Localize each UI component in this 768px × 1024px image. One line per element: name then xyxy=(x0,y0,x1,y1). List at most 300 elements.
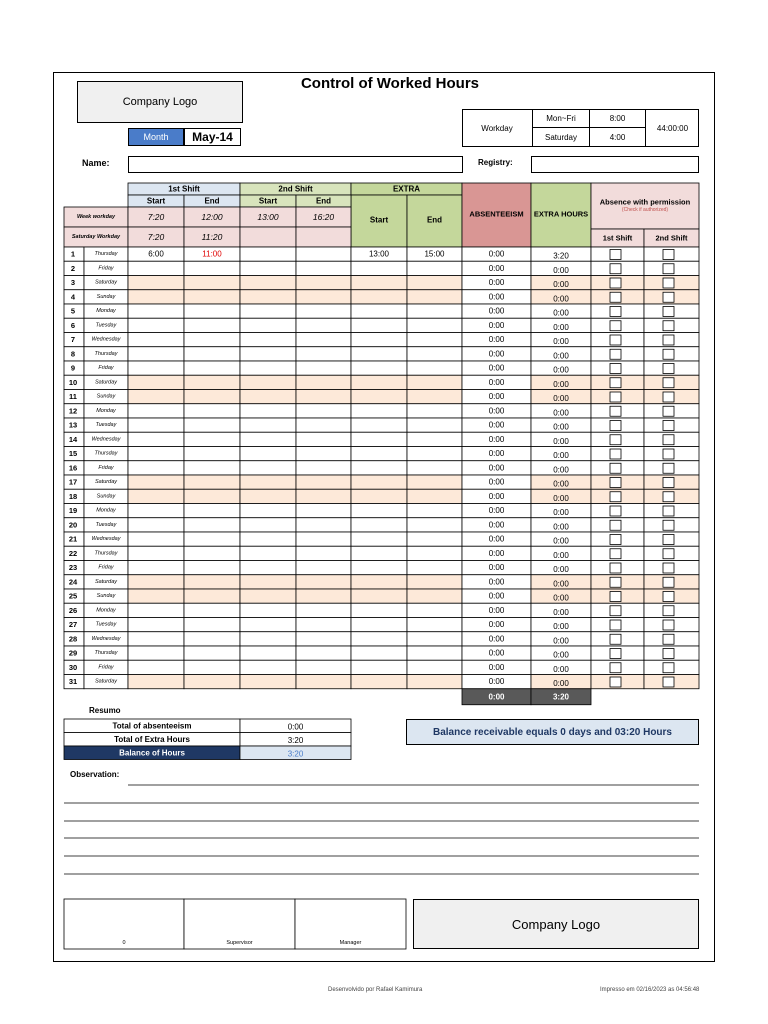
time-cell xyxy=(296,432,351,446)
absence1-checkbox xyxy=(610,606,621,616)
time-cell xyxy=(351,489,407,503)
time-cell xyxy=(296,603,351,617)
time-cell xyxy=(296,304,351,318)
time-cell xyxy=(296,546,351,560)
time-cell xyxy=(351,532,407,546)
day-number: 6 xyxy=(70,320,76,330)
weekday-label: Saturday xyxy=(94,479,118,486)
schedule-value: 7:20 xyxy=(147,232,165,242)
time-cell xyxy=(296,646,351,660)
time-cell xyxy=(351,504,407,518)
time-cell xyxy=(240,404,296,418)
absence2-checkbox xyxy=(663,406,674,416)
absence1-checkbox xyxy=(610,506,621,516)
time-cell xyxy=(128,461,184,475)
absence2-checkbox xyxy=(663,506,674,516)
time-cell xyxy=(351,618,407,632)
extra-hours-value: 0:00 xyxy=(553,636,569,646)
time-cell xyxy=(407,304,462,318)
time-cell xyxy=(240,646,296,660)
time-cell xyxy=(296,390,351,404)
weekday-label: Monday xyxy=(96,507,116,514)
absence2-checkbox xyxy=(663,435,674,445)
time-cell xyxy=(240,589,296,603)
absence1-checkbox xyxy=(610,478,621,488)
time-cell xyxy=(184,375,240,389)
absence1-checkbox xyxy=(610,292,621,302)
time-cell xyxy=(407,518,462,532)
day-number: 16 xyxy=(68,463,78,473)
time-cell xyxy=(240,304,296,318)
extra-hours-value: 0:00 xyxy=(553,650,569,660)
time-cell xyxy=(240,632,296,646)
time-cell xyxy=(407,461,462,475)
time-cell xyxy=(240,333,296,347)
time-cell xyxy=(128,318,184,332)
page-title: Control of Worked Hours xyxy=(300,75,480,92)
absence1-checkbox xyxy=(610,406,621,416)
time-cell xyxy=(296,475,351,489)
extra-end-value: 15:00 xyxy=(424,249,445,259)
time-cell xyxy=(296,318,351,332)
total-absenteeism: 0:00 xyxy=(488,692,505,702)
day-number: 10 xyxy=(68,377,78,387)
absence2-checkbox xyxy=(663,649,674,659)
time-cell xyxy=(128,632,184,646)
time-cell xyxy=(296,290,351,304)
time-cell xyxy=(351,475,407,489)
weekday-label: Tuesday xyxy=(95,422,117,429)
time-cell xyxy=(240,361,296,375)
summary-value: 0:00 xyxy=(287,722,304,732)
absence1-checkbox xyxy=(610,335,621,345)
time-cell xyxy=(128,404,184,418)
abs-shift2-text: 2nd Shift xyxy=(655,233,688,243)
absence2-checkbox xyxy=(663,463,674,473)
time-cell xyxy=(184,504,240,518)
absence1-checkbox xyxy=(610,278,621,288)
absence2-checkbox xyxy=(663,520,674,530)
absence1-checkbox xyxy=(610,535,621,545)
extra-hours-value: 0:00 xyxy=(553,622,569,632)
time-cell xyxy=(296,361,351,375)
schedule-value: 7:20 xyxy=(147,212,165,222)
time-cell xyxy=(407,432,462,446)
time-cell xyxy=(296,276,351,290)
absenteeism-value: 0:00 xyxy=(488,406,505,416)
name-label: Name: xyxy=(82,158,110,168)
time-cell xyxy=(407,361,462,375)
weekday-label: Monday xyxy=(96,607,116,614)
shift1-start-value: 6:00 xyxy=(148,249,164,259)
absence1-checkbox xyxy=(610,392,621,402)
workday-day-2: Saturday xyxy=(533,128,590,147)
extra-hours-value: 0:00 xyxy=(553,308,569,318)
time-cell xyxy=(184,532,240,546)
extra-hours-value: 0:00 xyxy=(553,522,569,532)
time-cell xyxy=(407,489,462,503)
time-cell xyxy=(351,261,407,275)
schedule-value: 16:20 xyxy=(312,212,335,222)
schedule-value: 12:00 xyxy=(201,212,223,222)
extra-hours-value: 0:00 xyxy=(553,565,569,575)
time-cell xyxy=(184,404,240,418)
weekday-label: Friday xyxy=(98,464,114,471)
shift2-start-text: Start xyxy=(258,196,278,206)
day-number: 31 xyxy=(68,677,78,687)
time-cell xyxy=(407,333,462,347)
time-cell xyxy=(407,632,462,646)
extra-hours-value: 0:00 xyxy=(553,337,569,347)
extra-hours-value: 0:00 xyxy=(553,408,569,418)
absence1-checkbox xyxy=(610,563,621,573)
extra-hours-value: 0:00 xyxy=(553,579,569,589)
day-number: 13 xyxy=(68,420,78,430)
time-cell xyxy=(128,575,184,589)
extra-end-text: End xyxy=(426,215,443,225)
time-cell xyxy=(128,276,184,290)
weekday-label: Wednesday xyxy=(91,336,121,343)
observation-label: Observation: xyxy=(70,770,120,779)
time-cell xyxy=(184,290,240,304)
time-cell xyxy=(351,589,407,603)
absenteeism-value: 0:00 xyxy=(488,335,505,345)
weekday-label: Monday xyxy=(96,407,116,414)
weekday-label: Thursday xyxy=(94,550,118,557)
time-cell xyxy=(407,375,462,389)
time-cell xyxy=(128,561,184,575)
absence2-checkbox xyxy=(663,478,674,488)
schedule-cell xyxy=(240,227,296,247)
weekday-label: Sunday xyxy=(96,293,116,300)
day-number: 26 xyxy=(68,605,78,615)
absence1-checkbox xyxy=(610,364,621,374)
time-cell xyxy=(407,646,462,660)
absenteeism-value: 0:00 xyxy=(488,648,505,658)
time-cell xyxy=(407,589,462,603)
footer-printed: Impresso em 02/16/2023 as 04:56:48 xyxy=(600,987,700,993)
time-cell xyxy=(407,618,462,632)
absence2-checkbox xyxy=(663,620,674,630)
time-cell xyxy=(296,632,351,646)
time-cell xyxy=(240,518,296,532)
absence1-checkbox xyxy=(610,321,621,331)
time-cell xyxy=(296,404,351,418)
time-cell xyxy=(240,418,296,432)
absence2-checkbox xyxy=(663,449,674,459)
time-cell xyxy=(296,489,351,503)
time-cell xyxy=(407,418,462,432)
time-cell xyxy=(296,518,351,532)
extra-hours-value: 0:00 xyxy=(553,365,569,375)
schedule-value: 13:00 xyxy=(257,212,279,222)
day-number: 22 xyxy=(68,548,78,558)
time-cell xyxy=(240,318,296,332)
day-number: 19 xyxy=(68,506,78,516)
extra-hours-value: 0:00 xyxy=(553,479,569,489)
absenteeism-value: 0:00 xyxy=(488,620,505,630)
time-cell xyxy=(407,447,462,461)
extra-hours-value: 0:00 xyxy=(553,607,569,617)
schedule-value: 11:20 xyxy=(201,232,223,242)
time-cell xyxy=(351,461,407,475)
time-cell xyxy=(184,632,240,646)
time-cell xyxy=(351,361,407,375)
day-number: 20 xyxy=(68,520,78,530)
absence2-checkbox xyxy=(663,364,674,374)
time-cell xyxy=(240,447,296,461)
time-cell xyxy=(184,518,240,532)
time-cell xyxy=(240,660,296,674)
time-cell xyxy=(128,347,184,361)
time-cell xyxy=(351,304,407,318)
absence1-checkbox xyxy=(610,620,621,630)
day-number: 9 xyxy=(70,363,76,373)
time-cell xyxy=(351,390,407,404)
shift2-header-text: 2nd Shift xyxy=(278,184,313,194)
time-cell xyxy=(184,276,240,290)
weekday-label: Friday xyxy=(98,365,114,372)
absenteeism-value: 0:00 xyxy=(488,506,505,516)
extra-hours-value: 0:00 xyxy=(553,550,569,560)
time-cell xyxy=(128,489,184,503)
summary-label: Total of absenteeism xyxy=(112,721,192,731)
summary-label: Total of Extra Hours xyxy=(114,734,190,744)
time-cell xyxy=(407,475,462,489)
time-cell xyxy=(128,447,184,461)
registry-label: Registry: xyxy=(478,158,513,167)
time-cell xyxy=(128,432,184,446)
time-cell xyxy=(351,432,407,446)
time-cell xyxy=(351,518,407,532)
time-cell xyxy=(240,532,296,546)
day-number: 24 xyxy=(68,577,78,587)
weekday-label: Thursday xyxy=(94,450,118,457)
absenteeism-value: 0:00 xyxy=(488,263,505,273)
extra-hours-value: 0:00 xyxy=(553,679,569,689)
time-cell xyxy=(240,247,296,261)
time-cell xyxy=(128,375,184,389)
time-cell xyxy=(351,276,407,290)
extra-hours-value: 0:00 xyxy=(553,664,569,674)
weekday-label: Thursday xyxy=(94,650,118,657)
day-number: 15 xyxy=(68,449,78,459)
time-cell xyxy=(184,646,240,660)
time-cell xyxy=(128,333,184,347)
time-cell xyxy=(128,361,184,375)
day-number: 3 xyxy=(70,278,76,288)
time-cell xyxy=(407,390,462,404)
absenteeism-value: 0:00 xyxy=(488,392,505,402)
absence2-checkbox xyxy=(663,592,674,602)
absence1-checkbox xyxy=(610,663,621,673)
time-cell xyxy=(407,261,462,275)
workday-hours-1: 8:00 xyxy=(590,109,646,128)
shift2-end-text: End xyxy=(315,196,332,206)
absence1-checkbox xyxy=(610,592,621,602)
time-cell xyxy=(240,475,296,489)
extra-hours-value: 0:00 xyxy=(553,451,569,461)
time-cell xyxy=(184,432,240,446)
absenteeism-value: 0:00 xyxy=(488,634,505,644)
time-cell xyxy=(128,504,184,518)
absenteeism-value: 0:00 xyxy=(488,520,505,530)
absence2-checkbox xyxy=(663,349,674,359)
time-cell xyxy=(407,561,462,575)
time-cell xyxy=(184,261,240,275)
absence2-checkbox xyxy=(663,307,674,317)
absenteeism-value: 0:00 xyxy=(488,349,505,359)
absenteeism-value: 0:00 xyxy=(488,278,505,288)
absenteeism-value: 0:00 xyxy=(488,377,505,387)
time-cell xyxy=(184,390,240,404)
bottom-logo-text: Company Logo xyxy=(511,916,601,932)
time-cell xyxy=(407,276,462,290)
time-cell xyxy=(296,333,351,347)
extra-hours-value: 0:00 xyxy=(553,436,569,446)
time-cell xyxy=(296,660,351,674)
workday-day-1: Mon~Fri xyxy=(533,109,590,128)
day-number: 1 xyxy=(70,249,76,259)
absenteeism-value: 0:00 xyxy=(488,420,505,430)
time-cell xyxy=(184,589,240,603)
weekday-label: Thursday xyxy=(94,251,118,258)
time-cell xyxy=(184,489,240,503)
absenteeism-value: 0:00 xyxy=(488,292,505,302)
time-cell xyxy=(240,575,296,589)
shift1-end-value: 11:00 xyxy=(202,249,222,259)
time-cell xyxy=(351,404,407,418)
signature-label: 0 xyxy=(122,940,126,946)
month-label: Month xyxy=(128,128,184,146)
time-cell xyxy=(240,375,296,389)
time-cell xyxy=(184,618,240,632)
day-number: 7 xyxy=(70,335,76,345)
time-cell xyxy=(128,390,184,404)
time-cell xyxy=(296,418,351,432)
time-cell xyxy=(407,504,462,518)
absenteeism-value: 0:00 xyxy=(488,363,505,373)
absence1-checkbox xyxy=(610,520,621,530)
month-value[interactable]: May-14 xyxy=(184,128,241,146)
weekday-label: Saturday xyxy=(94,279,118,286)
day-number: 27 xyxy=(68,620,78,630)
time-cell xyxy=(128,589,184,603)
time-cell xyxy=(240,546,296,560)
absence2-checkbox xyxy=(663,264,674,274)
absence1-checkbox xyxy=(610,492,621,502)
time-cell xyxy=(296,261,351,275)
weekday-label: Saturday xyxy=(94,578,118,585)
time-cell xyxy=(296,375,351,389)
time-cell xyxy=(128,418,184,432)
time-cell xyxy=(351,675,407,689)
time-cell xyxy=(184,447,240,461)
absence2-checkbox xyxy=(663,677,674,687)
extra-hours-value: 0:00 xyxy=(553,294,569,304)
shift1-header-text: 1st Shift xyxy=(168,184,200,194)
day-number: 21 xyxy=(68,534,78,544)
absenteeism-value: 0:00 xyxy=(488,320,505,330)
time-cell xyxy=(296,532,351,546)
weekday-label: Monday xyxy=(96,308,116,315)
absenteeism-value: 0:00 xyxy=(488,491,505,501)
workday-label: Workday xyxy=(462,109,533,147)
time-cell xyxy=(351,561,407,575)
workday-total: 44:00:00 xyxy=(656,123,689,133)
schedule-label: Week workday xyxy=(76,214,116,220)
logo-text: Company Logo xyxy=(122,96,198,108)
weekday-label: Friday xyxy=(98,564,114,571)
day-number: 12 xyxy=(68,406,78,416)
time-cell xyxy=(240,675,296,689)
weekday-label: Friday xyxy=(98,265,114,272)
time-cell xyxy=(296,561,351,575)
shift1-start-text: Start xyxy=(146,196,166,206)
time-cell xyxy=(128,518,184,532)
time-cell xyxy=(296,504,351,518)
time-cell xyxy=(351,575,407,589)
absenteeism-value: 0:00 xyxy=(488,662,505,672)
absence1-checkbox xyxy=(610,677,621,687)
time-cell xyxy=(128,603,184,617)
time-cell xyxy=(184,546,240,560)
time-cell xyxy=(240,276,296,290)
time-cell xyxy=(296,347,351,361)
absence1-checkbox xyxy=(610,634,621,644)
time-cell xyxy=(184,475,240,489)
time-cell xyxy=(184,333,240,347)
extra-hours-value: 0:00 xyxy=(553,379,569,389)
weekday-label: Saturday xyxy=(94,379,118,386)
absence1-checkbox xyxy=(610,463,621,473)
absence1-checkbox xyxy=(610,449,621,459)
absenteeism-value: 0:00 xyxy=(488,477,505,487)
time-cell xyxy=(128,618,184,632)
absenteeism-value: 0:00 xyxy=(488,534,505,544)
day-number: 11 xyxy=(69,392,77,402)
time-cell xyxy=(240,261,296,275)
weekday-label: Saturday xyxy=(94,678,118,685)
time-cell xyxy=(351,546,407,560)
time-cell xyxy=(128,546,184,560)
absenteeism-value: 0:00 xyxy=(488,548,505,558)
time-cell xyxy=(240,290,296,304)
absenteeism-value: 0:00 xyxy=(488,306,505,316)
time-cell xyxy=(296,461,351,475)
extra-hours-value: 0:00 xyxy=(553,465,569,475)
schedule-cell xyxy=(296,227,351,247)
weekday-label: Wednesday xyxy=(91,536,121,543)
extra-hours-value: 0:00 xyxy=(553,493,569,503)
absence2-checkbox xyxy=(663,278,674,288)
summary-title: Resumo xyxy=(89,706,121,715)
absence2-checkbox xyxy=(663,492,674,502)
weekday-label: Wednesday xyxy=(91,436,121,443)
day-number: 2 xyxy=(70,263,76,273)
time-cell xyxy=(184,561,240,575)
extra-hours-value: 0:00 xyxy=(553,422,569,432)
schedule-label: Saturday Workday xyxy=(71,234,121,240)
absence1-checkbox xyxy=(610,649,621,659)
time-cell xyxy=(184,575,240,589)
time-cell xyxy=(296,618,351,632)
absence2-checkbox xyxy=(663,335,674,345)
absence2-checkbox xyxy=(663,634,674,644)
absence1-checkbox xyxy=(610,349,621,359)
absenteeism-value: 0:00 xyxy=(488,591,505,601)
day-number: 23 xyxy=(68,563,78,573)
